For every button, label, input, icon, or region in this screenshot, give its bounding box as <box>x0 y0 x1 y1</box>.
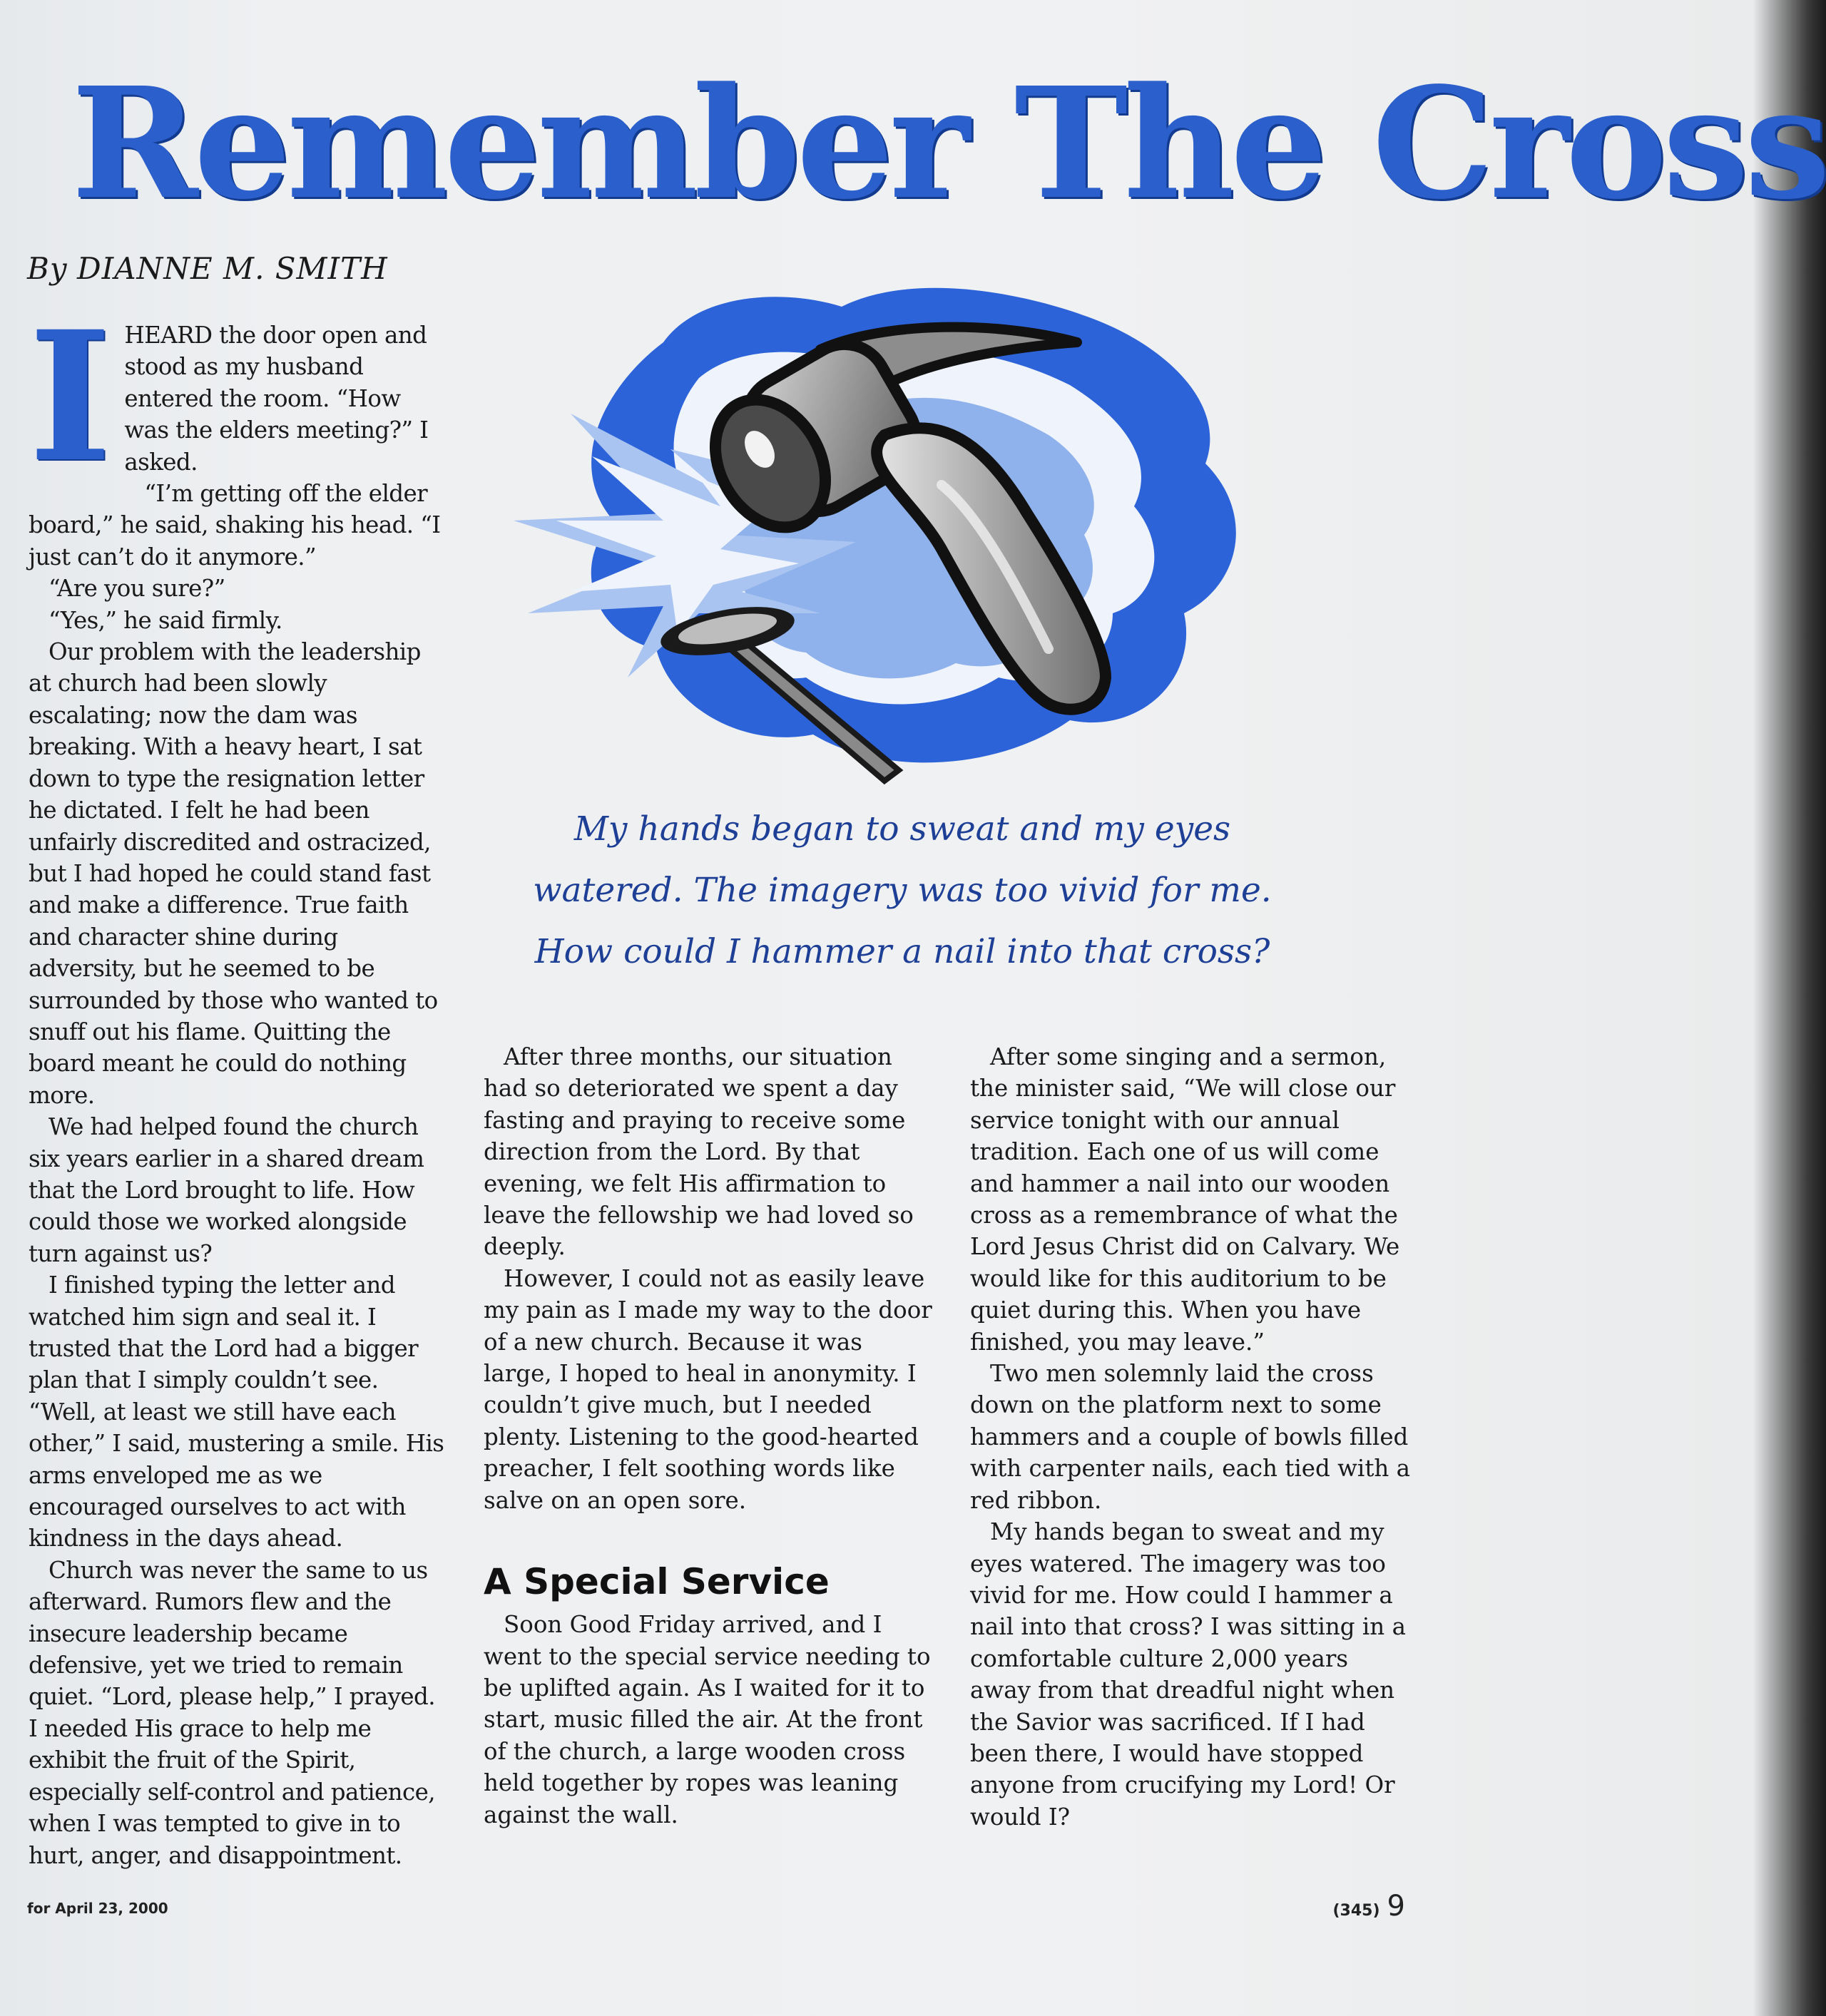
byline-author: DIANNE M. SMITH <box>76 251 388 286</box>
paragraph: Church was never the same to us afterward. Rumors flew and the insecure leadership became defensive, yet we tried to remain quiet. “Lord, please help,” I prayed. I needed His grace to help me exhibit the fruit of the Spirit, especially self-control and patience, when I was tempted to give in to hurt, anger, and disappointment. <box>29 1556 435 1869</box>
paragraph: Soon Good Friday arrived, and I went to the special service needing to be uplifted again. As I waited for it to start, music filled the air. At the front of the church, a large wooden cross held together by ropes was leaning against the wall. <box>484 1611 931 1828</box>
paragraph: I finished typing the letter and watched him sign and seal it. I trusted that the Lord had a bigger plan that I simply couldn’t see. “Well, at least we still have each other,” I said, mustering a smile. His arms enveloped me as we encouraged ourselves to act with kindness in the days ahead. <box>29 1271 444 1552</box>
paragraph: HEARD the door open and stood as my husband entered the room. “How was the elders meeting?” I asked. <box>124 322 429 476</box>
column-2 <box>484 1041 933 1831</box>
article-title: Remember The Cross <box>71 54 1826 233</box>
byline <box>27 251 388 286</box>
column-1 <box>29 292 449 1871</box>
paragraph: However, I could not as easily leave my pain as I made my way to the door of a new church. Because it was large, I hoped to heal in anonymity. I couldn’t give much, but I needed plenty. Listening to the good-hearted preacher, I felt soothing words like salve on an open sore. <box>484 1264 932 1514</box>
byline-prefix: By <box>27 251 68 286</box>
paragraph: After some singing and a sermon, the minister said, “We will close our service tonight with our annual tradition. Each one of us will come and hammer a nail into our wooden cross as a remembrance of what the Lord Jesus Christ did on Calvary. We would like for this auditorium to be quiet during this. When you have finished, you may leave.” <box>970 1043 1400 1356</box>
issue-date: for April 23, 2000 <box>27 1900 168 1917</box>
paragraph: My hands began to sweat and my eyes watered. The imagery was too vivid for me. How could I hammer a nail into that cross? I was sitting in a comfortable culture 2,000 years away from that dreadful night when the Savior was sacrificed. If I had been there, I would have stopped anyone from crucifying my Lord! Or would I? <box>970 1518 1406 1831</box>
pull-quote: My hands began to sweat and my eyes watered. The imagery was too vivid for me. How could I hammer a nail into that cross? <box>533 809 1272 971</box>
page-code: (345) <box>1332 1902 1380 1920</box>
paragraph: Two men solemnly laid the cross down on the platform next to some hammers and a couple of bowls filled with carpenter nails, each tied with a red ribbon. <box>970 1360 1411 1514</box>
paragraph: We had helped found the church six years earlier in a shared dream that the Lord brought to life. How could those we worked alongside turn against us? <box>29 1113 424 1267</box>
paragraph: “Are you sure?” <box>49 575 225 603</box>
hammer-and-nail-icon <box>485 278 1298 792</box>
paragraph: Our problem with the leadership at church had been slowly escalating; now the dam was breaking. With a heavy heart, I sat down to type the resignation letter he dictated. I felt he had been unfairly discredited and ostracized, but I had hoped he could stand fast and make a difference. True faith and character shine during adversity, but he seemed to be surrounded by those who wanted to snuff out his flame. Quitting the board meant he could do nothing more. <box>29 638 438 1109</box>
drop-cap: I <box>29 292 112 501</box>
paragraph: After three months, our situation had so deteriorated we spent a day fasting and praying to receive some direction from the Lord. By that evening, we felt His affirmation to leave the fellowship we had loved so deeply. <box>484 1043 914 1261</box>
column-3 <box>970 1041 1416 1833</box>
paragraph: “I’m getting off the elder board,” he said, shaking his head. “I just can’t do it anymore.” <box>29 480 441 570</box>
paragraph: “Yes,” he said firmly. <box>49 606 282 634</box>
page-number: 9 <box>1387 1890 1405 1923</box>
section-heading: A Special Service <box>484 1561 830 1603</box>
page-footer <box>1333 1890 1406 1923</box>
